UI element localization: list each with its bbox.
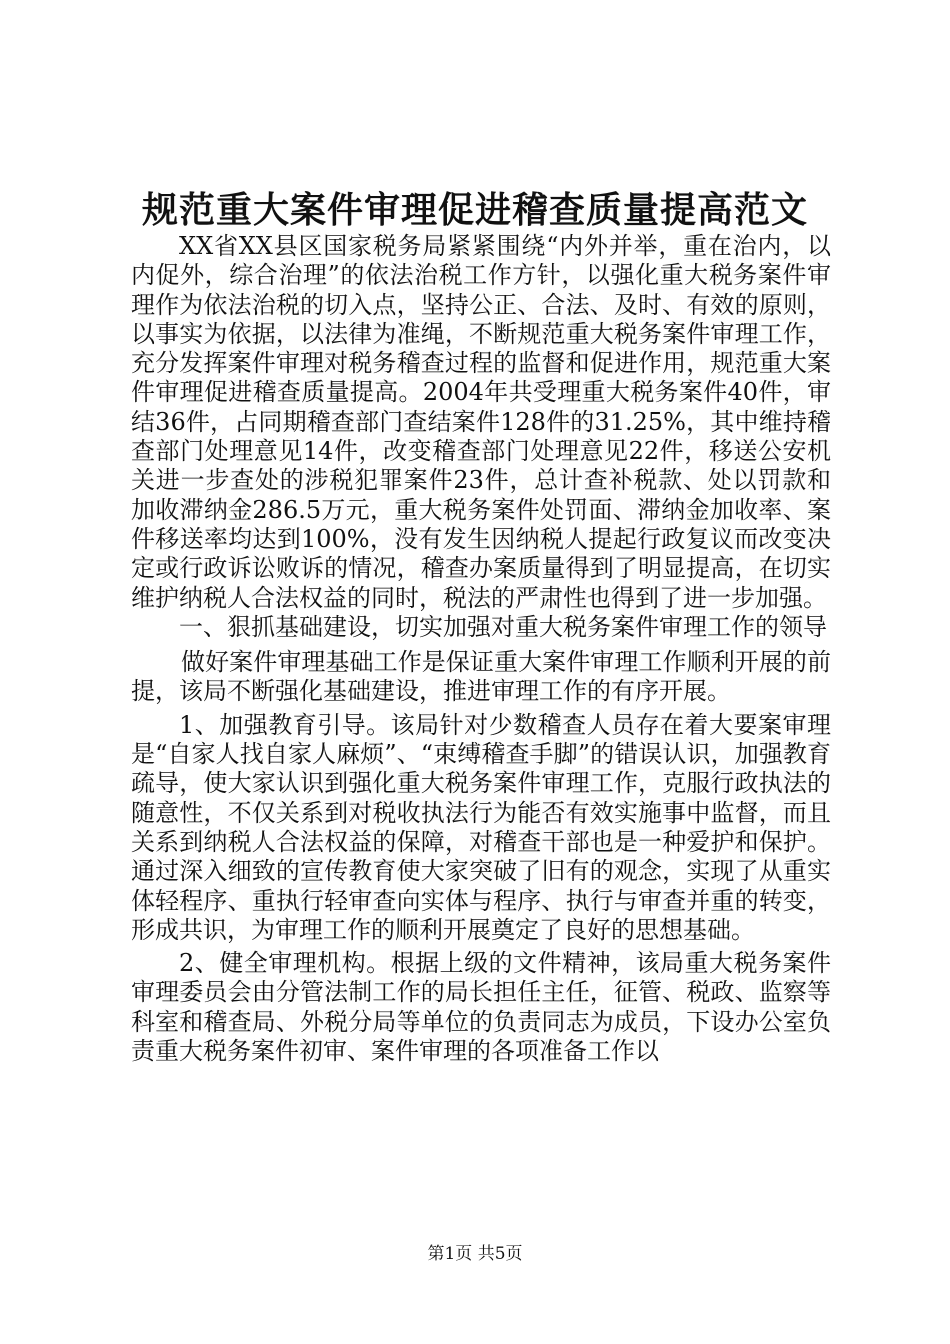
section-heading-1: 一、狠抓基础建设，切实加强对重大税务案件审理工作的领导	[179, 612, 827, 641]
paragraph-section-1-intro: 做好案件审理基础工作是保证重大案件审理工作顺利开展的前提，该局不断强化基础建设，推进审理工作的有序开展。	[131, 648, 831, 706]
page-footer: 第1页 共5页	[427, 1244, 523, 1264]
document-body	[131, 232, 831, 1066]
paragraph-item-1: 1、加强教育引导。该局针对少数稽查人员存在着大要案审理是“自家人找自家人麻烦”、“束缚稽查手脚”的错误认识，加强教育疏导，使大家认识到强化重大税务案件审理工作，克服行政执法的随意性，不仅关系到对税收执法行为能否有效实施事中监督，而且关系到纳税人合法权益的保障，对稽查干部也是一种爱护和保护。通过深入细致的宣传教育使大家突破了旧有的观念，实现了从重实体轻程序、重执行轻审查向实体与程序、执行与审查并重的转变，形成共识，为审理工作的顺利开展奠定了良好的思想基础。	[131, 710, 831, 944]
paragraph-item-2: 2、健全审理机构。根据上级的文件精神，该局重大税务案件审理委员会由分管法制工作的局长担任主任，征管、税政、监察等科室和稽查局、外税分局等单位的负责同志为成员，下设办公室负责重大税务案件初审、案件审理的各项准备工作以	[131, 949, 831, 1066]
paragraph-intro: XX省XX县区国家税务局紧紧围绕“内外并举，重在治内，以内促外，综合治理”的依法治税工作方针，以强化重大税务案件审理作为依法治税的切入点，坚持公正、合法、及时、有效的原则，以事实为依据，以法律为准绳，不断规范重大税务案件审理工作，充分发挥案件审理对税务稽查过程的监督和促进作用，规范重大案件审理促进稽查质量提高。2004年共受理重大税务案件40件，审结36件，占同期稽查部门查结案件128件的31.25%，其中维持稽查部门处理意见14件，改变稽查部门处理意见22件，移送公安机关进一步查处的涉税犯罪案件23件，总计查补税款、处以罚款和加收滞纳金286.5万元，重大税务案件处罚面、滞纳金加收率、案件移送率均达到100%，没有发生因纳税人提起行政复议而改变决定或行政诉讼败诉的情况，稽查办案质量得到了明显提高，在切实维护纳税人合法权益的同时，税法的严肃性也得到了进一步加强。	[131, 232, 831, 612]
document-title: 规范重大案件审理促进稽查质量提高范文	[141, 189, 808, 231]
